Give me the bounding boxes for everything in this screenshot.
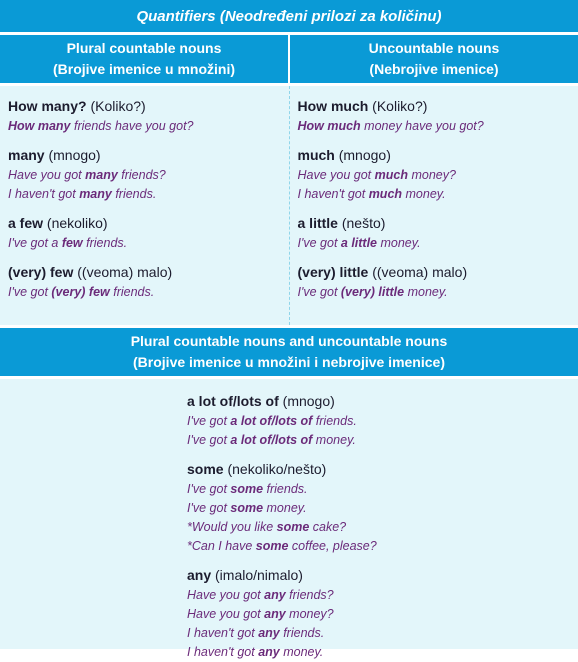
example-keyword: some	[256, 539, 289, 553]
example-text: I've got	[187, 433, 230, 447]
quantifier-heading	[298, 145, 578, 166]
quantifier-entry	[187, 459, 578, 556]
example-keyword: a lot of/lots of	[230, 414, 312, 428]
wide-header	[0, 328, 578, 376]
example-text: I've got	[187, 501, 230, 515]
quantifier-gloss: (nekoliko)	[43, 215, 108, 231]
example-sentence	[298, 185, 578, 204]
quantifier-entry	[187, 391, 578, 450]
columns-body	[0, 86, 578, 325]
quantifier-gloss: (mnogo)	[335, 147, 391, 163]
example-keyword: (very) few	[51, 285, 109, 299]
quantifier-heading	[187, 391, 578, 412]
example-text: Have you got	[187, 588, 264, 602]
example-text: I've got	[187, 482, 230, 496]
left-column-header	[0, 35, 290, 83]
right-column-header	[290, 35, 578, 83]
example-keyword: a little	[341, 236, 377, 250]
example-text: cake?	[309, 520, 346, 534]
example-keyword: How many	[8, 119, 71, 133]
example-text: I haven't got	[187, 626, 258, 640]
example-text: friends.	[280, 626, 324, 640]
example-text: I've got	[298, 236, 341, 250]
example-keyword: much	[369, 187, 402, 201]
quantifier-heading	[298, 96, 578, 117]
example-text: friends.	[263, 482, 307, 496]
quantifier-term: any	[187, 567, 211, 583]
example-sentence	[187, 431, 578, 450]
quantifier-term: a lot of/lots of	[187, 393, 279, 409]
example-keyword: a lot of/lots of	[230, 433, 312, 447]
example-keyword: any	[258, 645, 280, 659]
example-text: money?	[408, 168, 456, 182]
wide-header-line2: (Brojive imenice u množini i nebrojive imenice)	[0, 352, 578, 373]
example-text: Have you got	[8, 168, 85, 182]
quantifier-gloss: (imalo/nimalo)	[211, 567, 303, 583]
example-text: Have you got	[187, 607, 264, 621]
example-sentence	[298, 166, 578, 185]
example-text: *Would you like	[187, 520, 277, 534]
example-keyword: any	[264, 588, 286, 602]
column-headers	[0, 35, 578, 83]
example-text: friends.	[110, 285, 154, 299]
right-header-line2: (Nebrojive imenice)	[369, 59, 498, 80]
example-text: coffee, please?	[288, 539, 376, 553]
left-header-line2: (Brojive imenice u množini)	[53, 59, 235, 80]
example-keyword: (very) little	[341, 285, 404, 299]
quantifier-heading	[187, 565, 578, 586]
example-keyword: many	[85, 168, 118, 182]
quantifier-heading	[8, 96, 289, 117]
quantifier-gloss: (nekoliko/nešto)	[224, 461, 327, 477]
example-sentence	[187, 518, 578, 537]
quantifier-term: many	[8, 147, 45, 163]
example-text: money.	[377, 236, 421, 250]
example-text: I haven't got	[8, 187, 79, 201]
example-keyword: any	[258, 626, 280, 640]
example-keyword: some	[230, 501, 263, 515]
right-header-line1: Uncountable nouns	[369, 38, 500, 59]
quantifier-gloss: (mnogo)	[279, 393, 335, 409]
quantifier-entry	[298, 145, 578, 204]
example-text: money have you got?	[361, 119, 484, 133]
example-text: I've got	[187, 414, 230, 428]
wide-header-line1: Plural countable nouns and uncountable nouns	[0, 331, 578, 352]
example-text: I haven't got	[187, 645, 258, 659]
example-text: money?	[286, 607, 334, 621]
example-sentence	[187, 537, 578, 556]
left-header-line1: Plural countable nouns	[67, 38, 222, 59]
example-sentence	[187, 605, 578, 624]
quantifier-gloss: (mnogo)	[45, 147, 101, 163]
example-text: friends?	[286, 588, 334, 602]
example-text: I've got a	[8, 236, 62, 250]
example-sentence	[298, 117, 578, 136]
quantifier-entry	[8, 262, 289, 302]
quantifier-entry	[298, 262, 578, 302]
example-sentence	[8, 166, 289, 185]
quantifier-term: a few	[8, 215, 43, 231]
quantifier-entry	[8, 96, 289, 136]
quantifier-heading	[298, 262, 578, 283]
example-sentence	[8, 185, 289, 204]
example-text: money.	[280, 645, 324, 659]
example-sentence	[187, 499, 578, 518]
quantifier-gloss: ((veoma) malo)	[368, 264, 467, 280]
quantifier-gloss: (Koliko?)	[368, 98, 427, 114]
example-sentence	[187, 624, 578, 643]
quantifier-entry	[8, 145, 289, 204]
example-text: friends.	[83, 236, 127, 250]
quantifier-gloss: (nešto)	[338, 215, 385, 231]
example-text: friends.	[312, 414, 356, 428]
quantifier-entry	[298, 96, 578, 136]
quantifier-heading	[298, 213, 578, 234]
example-sentence	[187, 586, 578, 605]
quantifier-term: (very) few	[8, 264, 73, 280]
example-sentence	[8, 117, 289, 136]
example-keyword: How much	[298, 119, 361, 133]
example-text: Have you got	[298, 168, 375, 182]
quantifier-heading	[8, 145, 289, 166]
example-keyword: much	[375, 168, 408, 182]
quantifier-term: a little	[298, 215, 338, 231]
quantifier-entry	[8, 213, 289, 253]
example-text: money.	[404, 285, 448, 299]
quantifier-heading	[8, 262, 289, 283]
example-text: friends.	[112, 187, 156, 201]
example-sentence	[187, 643, 578, 662]
example-text: I haven't got	[298, 187, 369, 201]
example-text: I've got	[298, 285, 341, 299]
example-sentence	[187, 480, 578, 499]
quantifier-term: much	[298, 147, 335, 163]
quantifier-term: How much	[298, 98, 369, 114]
quantifier-entry	[298, 213, 578, 253]
example-text: I've got	[8, 285, 51, 299]
example-text: money.	[312, 433, 356, 447]
example-keyword: few	[62, 236, 83, 250]
table-title	[0, 0, 578, 32]
quantifier-gloss: ((veoma) malo)	[73, 264, 172, 280]
quantifier-heading	[8, 213, 289, 234]
example-sentence	[8, 283, 289, 302]
example-text: friends have you got?	[71, 119, 194, 133]
example-text: friends?	[118, 168, 166, 182]
example-text: money.	[402, 187, 446, 201]
example-keyword: some	[277, 520, 310, 534]
right-column-cell	[290, 86, 578, 325]
quantifier-gloss: (Koliko?)	[87, 98, 146, 114]
example-keyword: some	[230, 482, 263, 496]
example-sentence	[187, 412, 578, 431]
quantifier-term: some	[187, 461, 224, 477]
example-sentence	[8, 234, 289, 253]
title-text: Quantifiers (Neodređeni prilozi za količinu)	[136, 8, 441, 25]
example-sentence	[298, 283, 578, 302]
example-keyword: any	[264, 607, 286, 621]
quantifier-term: How many?	[8, 98, 87, 114]
left-column-cell	[0, 86, 290, 325]
quantifier-term: (very) little	[298, 264, 369, 280]
quantifier-heading	[187, 459, 578, 480]
example-sentence	[298, 234, 578, 253]
example-text: money.	[263, 501, 307, 515]
bottom-cell	[0, 379, 578, 649]
quantifier-entry	[187, 565, 578, 662]
example-text: *Can I have	[187, 539, 256, 553]
example-keyword: many	[79, 187, 112, 201]
